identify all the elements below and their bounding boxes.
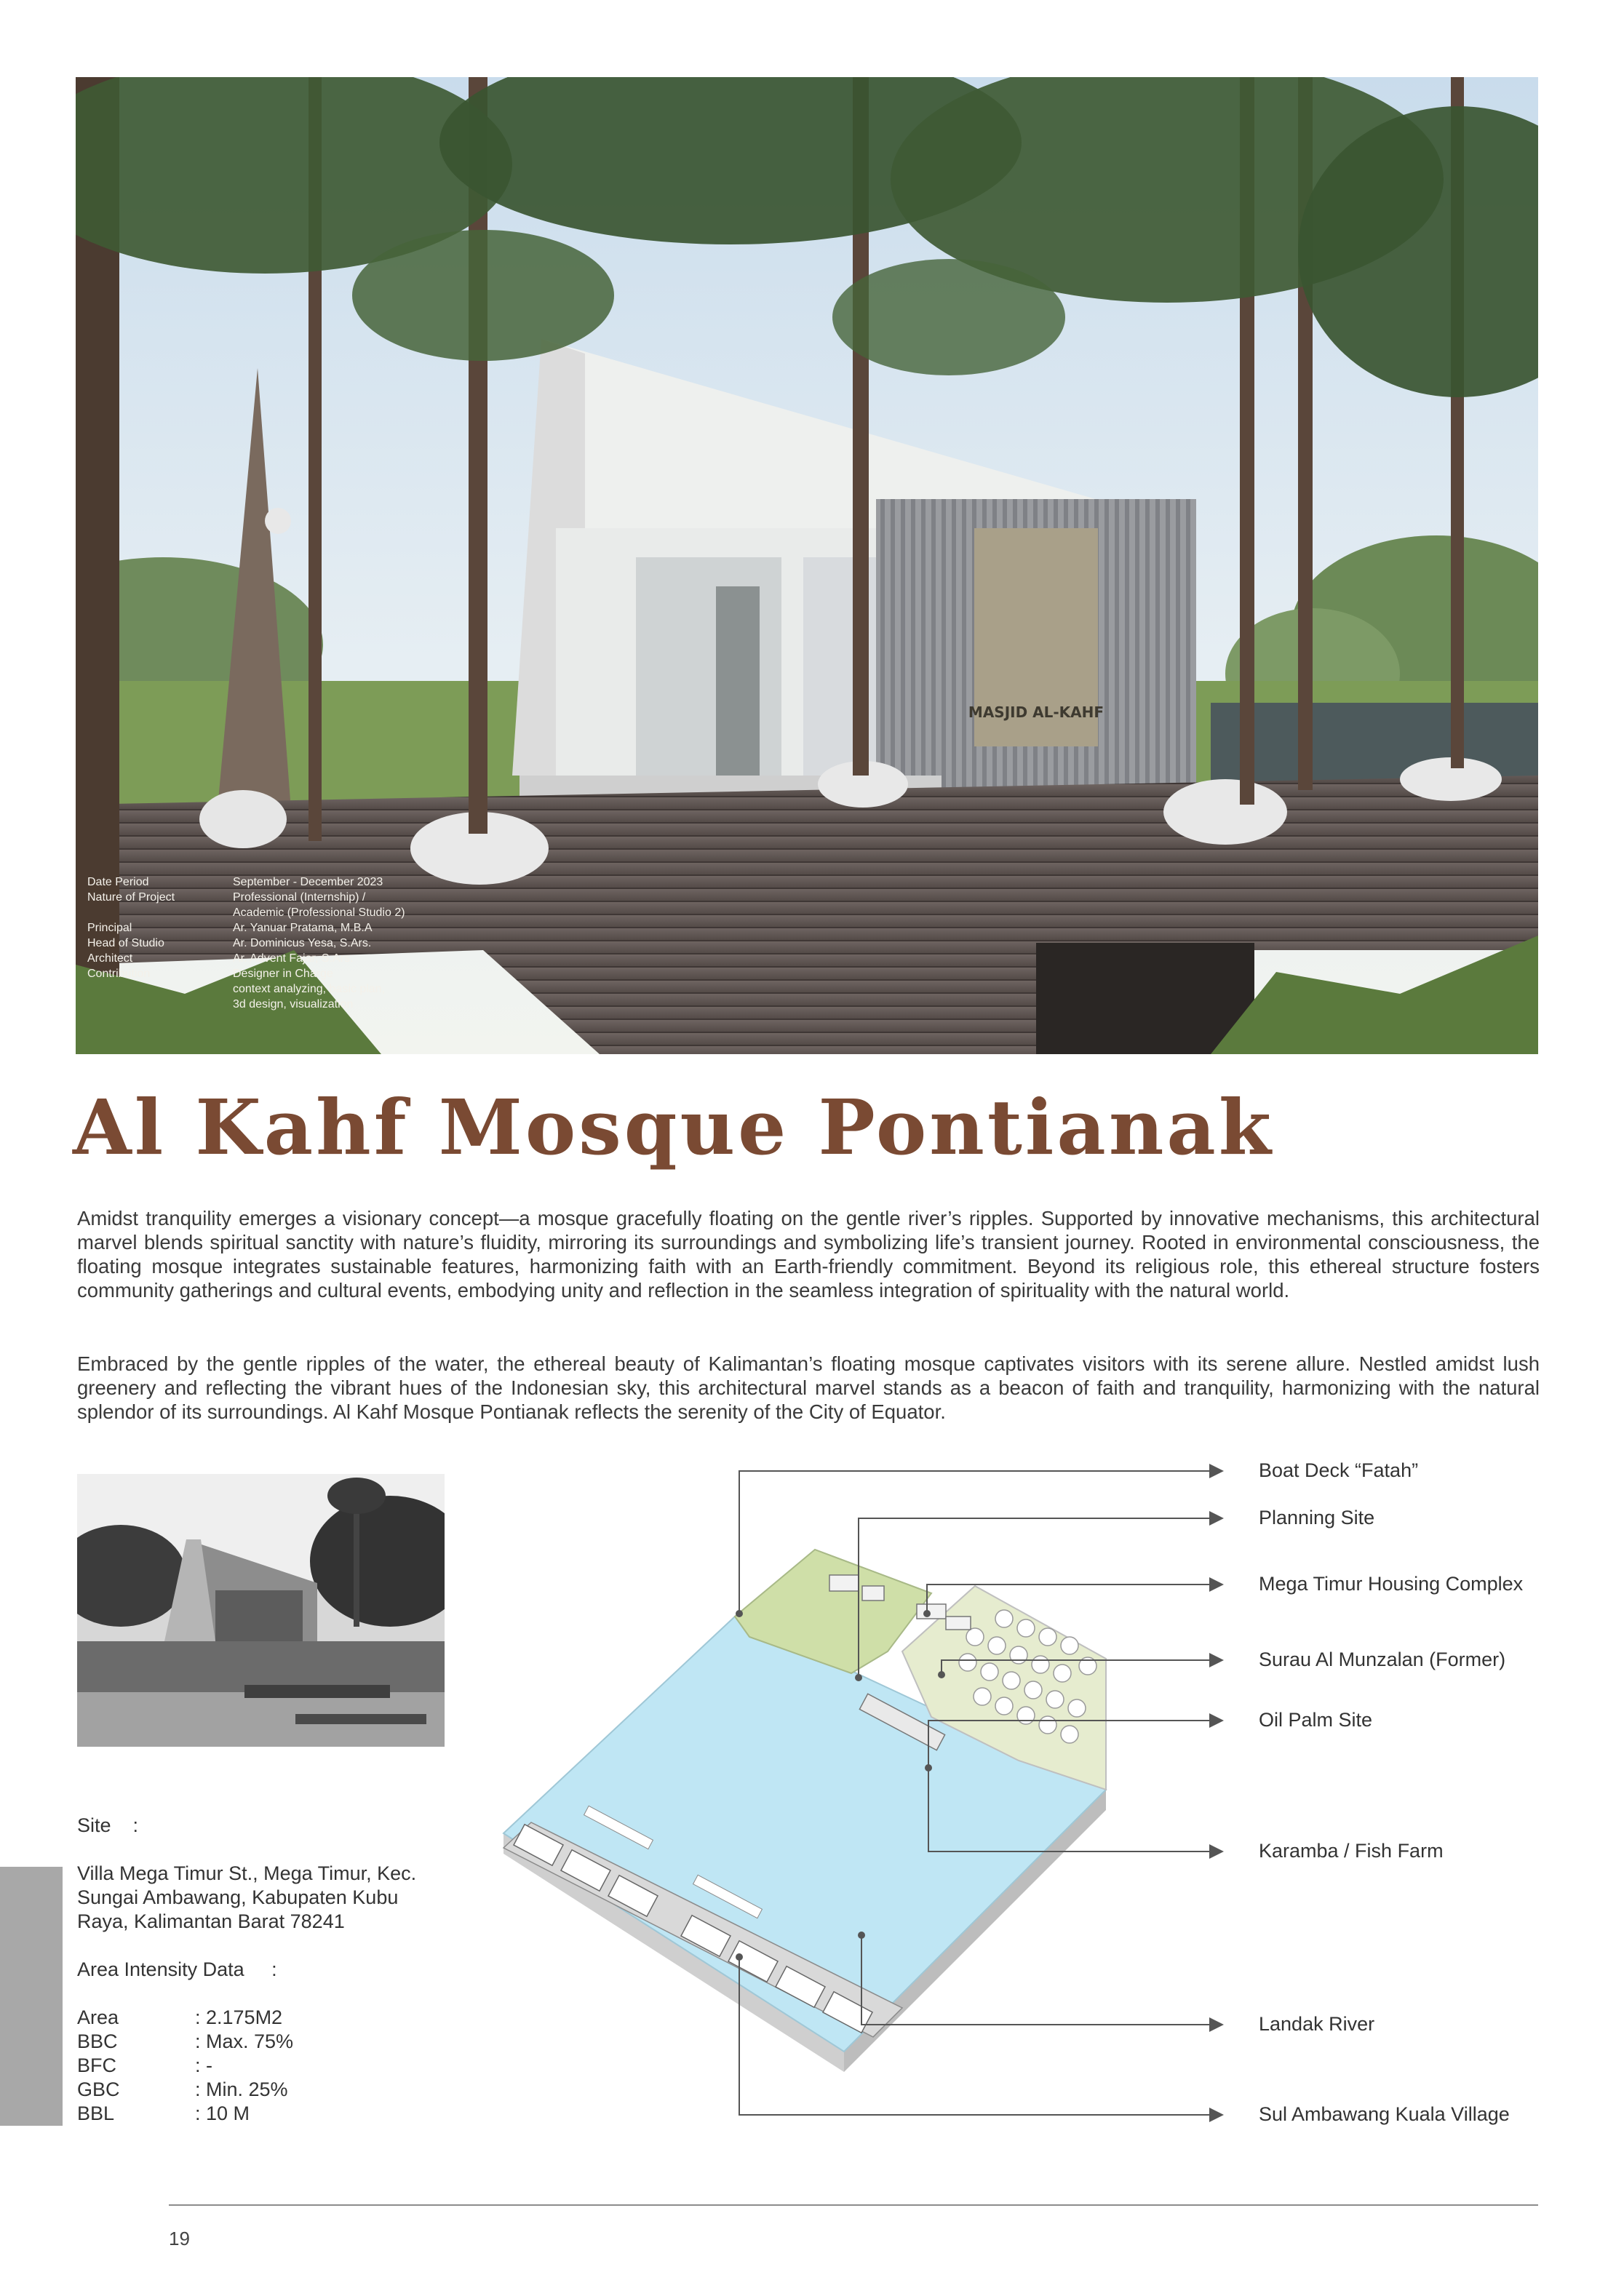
- leader-dot: [938, 1671, 945, 1678]
- label-fish-farm: Karamba / Fish Farm: [1259, 1840, 1444, 1862]
- leader-dot: [923, 1610, 931, 1617]
- meta-label: Contribution: [87, 968, 151, 980]
- label-housing-complex: Mega Timur Housing Complex: [1259, 1573, 1524, 1595]
- footer-rule: [169, 2204, 1538, 2206]
- address-line: Villa Mega Timur St., Mega Timur, Kec.: [77, 1862, 417, 1884]
- construction-photo: [77, 1474, 445, 1747]
- intensity-value: : -: [195, 2054, 212, 2076]
- meta-value: Professional (Internship) /: [233, 891, 366, 904]
- hero-render: [76, 77, 1538, 1054]
- intensity-key: BBL: [77, 2102, 115, 2124]
- meta-value: Ar. Yanuar Pratama, M.B.A: [233, 922, 373, 934]
- description-paragraph: Amidst tranquility emerges a visionary concept—a mosque gracefully floating on the gentle river’s ripples. Supported by innovative mechanisms, this architectural marvel blends spiritual sanctity with nature’s fluidity, mirroring its surroundings and symbolizing life’s transient journey. Rooted in environmental consciousness, the floating mosque integrates sustainable features, harmonizing faith with an Earth-friendly commitment. Beyond its religious role, this ethereal structure fosters community gatherings and cultural events, embodying unity and reflection in the seamless integration of spirituality with the natural world.: [77, 1207, 1540, 1302]
- label-river: Landak River: [1259, 2013, 1375, 2035]
- intensity-row: [77, 2054, 470, 2078]
- meta-value: Ar. Advent Fajar, S.Ars.: [233, 952, 354, 965]
- address-line: Raya, Kalimantan Barat 78241: [77, 1910, 345, 1932]
- intensity-key: Area: [77, 2006, 119, 2028]
- intensity-value: : Min. 25%: [195, 2078, 288, 2100]
- meta-value: 3d design, visualization: [233, 998, 354, 1011]
- intensity-row: [77, 2006, 470, 2030]
- meta-label: Nature of Project: [87, 891, 175, 904]
- label-village: Sul Ambawang Kuala Village: [1259, 2103, 1510, 2125]
- leader-dot: [858, 1932, 865, 1939]
- site-diagram: [495, 1455, 1572, 2153]
- label-boat-deck: Boat Deck “Fatah”: [1259, 1459, 1419, 1481]
- label-oil-palm: Oil Palm Site: [1259, 1709, 1373, 1731]
- label-planning-site: Planning Site: [1259, 1507, 1375, 1528]
- meta-label: [87, 981, 233, 997]
- intensity-heading: Area Intensity Data :: [77, 1958, 277, 1980]
- intensity-row: [77, 2102, 470, 2126]
- intensity-value: : 2.175M2: [195, 2006, 283, 2028]
- leader-dot: [736, 1953, 743, 1961]
- description-paragraph: Embraced by the gentle ripples of the water, the ethereal beauty of Kalimantan’s floating mosque captivates visitors with its serene allure. Nestled amidst lush greenery and reflecting the vibrant hues of the Indonesian sky, this architectural marvel stands as a beacon of faith and tranquility, harmonizing with the natural splendor of its surroundings. Al Kahf Mosque Pontianak reflects the serenity of the City of Equator.: [77, 1352, 1540, 1423]
- intensity-row: [77, 2030, 470, 2054]
- meta-value: Ar. Dominicus Yesa, S.Ars.: [233, 937, 372, 949]
- meta-value: context analyzing, basic plan,: [233, 983, 386, 995]
- intensity-value: : 10 M: [195, 2102, 250, 2124]
- intensity-key: GBC: [77, 2078, 120, 2100]
- address-line: Sungai Ambawang, Kabupaten Kubu: [77, 1886, 399, 1908]
- intensity-row: [77, 2078, 470, 2102]
- page-number: 19: [169, 2228, 190, 2249]
- meta-label: Principal: [87, 922, 132, 934]
- meta-label: [87, 997, 233, 1012]
- site-info: [77, 1814, 470, 2126]
- meta-label: [87, 905, 233, 920]
- meta-label: Date Period: [87, 876, 149, 888]
- leader-dot: [925, 1764, 932, 1771]
- meta-value: Academic (Professional Studio 2): [233, 906, 405, 919]
- intensity-key: BFC: [77, 2054, 116, 2076]
- page-title: Al Kahf Mosque Pontianak: [73, 1083, 1274, 1172]
- mosque-sign-text: MASJID AL-KAHF: [968, 703, 1104, 721]
- project-meta: [87, 874, 466, 1012]
- side-tab-bar: [0, 1867, 63, 2126]
- leader-dot: [736, 1610, 743, 1617]
- meta-value: September - December 2023: [233, 876, 383, 888]
- intensity-key: BBC: [77, 2030, 118, 2052]
- leader-dot: [855, 1674, 862, 1681]
- meta-label: Head of Studio: [87, 937, 164, 949]
- label-surau: Surau Al Munzalan (Former): [1259, 1649, 1506, 1670]
- intensity-value: : Max. 75%: [195, 2030, 294, 2052]
- meta-value: Designer in Charge: [233, 968, 333, 980]
- meta-label: Architect: [87, 952, 133, 965]
- site-heading: Site :: [77, 1814, 139, 1836]
